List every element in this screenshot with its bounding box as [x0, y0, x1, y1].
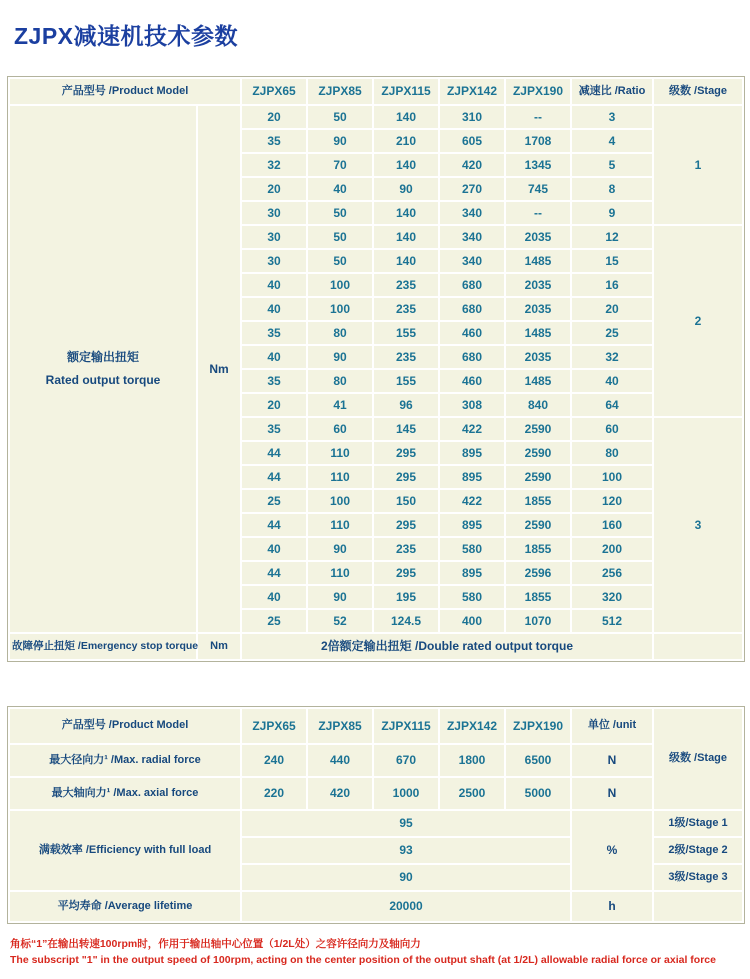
lifetime-row — [9, 891, 743, 922]
footnote — [10, 936, 742, 969]
efficiency-unit: % — [571, 810, 653, 891]
torque-value: 30 — [241, 225, 307, 249]
axial-force-value: 220 — [241, 777, 307, 810]
torque-value: 895 — [439, 441, 505, 465]
force-spec-table — [8, 707, 744, 923]
emergency-stop-value: 2倍额定输出扭矩 /Double rated output torque — [241, 633, 653, 660]
torque-value: 195 — [373, 585, 439, 609]
torque-value: -- — [505, 105, 571, 129]
torque-value: 745 — [505, 177, 571, 201]
header-model-zjpx115: ZJPX115 — [373, 78, 439, 105]
torque-value: 25 — [241, 609, 307, 633]
axial-force-label: 最大轴向力¹ /Max. axial force — [9, 777, 241, 810]
torque-value: 32 — [241, 153, 307, 177]
torque-value: 235 — [373, 297, 439, 321]
torque-value: 110 — [307, 513, 373, 537]
torque-value: 44 — [241, 465, 307, 489]
efficiency-row-stage1 — [9, 810, 743, 837]
axial-force-value: 1000 — [373, 777, 439, 810]
torque-value: 680 — [439, 297, 505, 321]
torque-value: 20 — [241, 105, 307, 129]
ratio-value: 15 — [571, 249, 653, 273]
emergency-stop-label: 故障停止扭矩 /Emergency stop torque — [9, 633, 197, 660]
axial-force-row — [9, 777, 743, 810]
emergency-stop-unit: Nm — [197, 633, 241, 660]
torque-value: 2596 — [505, 561, 571, 585]
torque-value: 295 — [373, 465, 439, 489]
torque-value: 340 — [439, 249, 505, 273]
torque-value: 50 — [307, 201, 373, 225]
torque-value: 40 — [241, 297, 307, 321]
torque-value: 1855 — [505, 537, 571, 561]
torque-value: 420 — [439, 153, 505, 177]
ratio-value: 5 — [571, 153, 653, 177]
torque-value: 60 — [307, 417, 373, 441]
ratio-value: 3 — [571, 105, 653, 129]
torque-value: 840 — [505, 393, 571, 417]
ratio-value: 8 — [571, 177, 653, 201]
radial-force-row — [9, 744, 743, 777]
torque-value: 235 — [373, 537, 439, 561]
torque-value: 155 — [373, 321, 439, 345]
header-model-zjpx85: ZJPX85 — [307, 78, 373, 105]
torque-value: 110 — [307, 561, 373, 585]
torque-value: 308 — [439, 393, 505, 417]
torque-value: 40 — [241, 537, 307, 561]
ratio-value: 120 — [571, 489, 653, 513]
torque-value: 140 — [373, 153, 439, 177]
torque-value: 44 — [241, 441, 307, 465]
torque-value: 340 — [439, 225, 505, 249]
torque-value: 124.5 — [373, 609, 439, 633]
radial-force-value: 6500 — [505, 744, 571, 777]
torque-value: 460 — [439, 321, 505, 345]
torque-table-body — [9, 105, 743, 633]
torque-value: -- — [505, 201, 571, 225]
torque-value: 50 — [307, 225, 373, 249]
lifetime-label: 平均寿命 /Average lifetime — [9, 891, 241, 922]
axial-force-unit: N — [571, 777, 653, 810]
ratio-value: 60 — [571, 417, 653, 441]
torque-value: 295 — [373, 561, 439, 585]
axial-force-value: 420 — [307, 777, 373, 810]
stage-group-value: 3 — [653, 417, 743, 633]
torque-value: 100 — [307, 273, 373, 297]
torque-value: 90 — [307, 537, 373, 561]
axial-force-value: 2500 — [439, 777, 505, 810]
torque-value: 25 — [241, 489, 307, 513]
torque-value: 80 — [307, 321, 373, 345]
torque-value: 2035 — [505, 345, 571, 369]
torque-value: 35 — [241, 369, 307, 393]
torque-value: 1070 — [505, 609, 571, 633]
torque-value: 1485 — [505, 321, 571, 345]
header-model-zjpx190: ZJPX190 — [505, 78, 571, 105]
torque-spec-table — [8, 77, 744, 661]
radial-force-value: 440 — [307, 744, 373, 777]
radial-force-unit: N — [571, 744, 653, 777]
ratio-value: 12 — [571, 225, 653, 249]
torque-value: 422 — [439, 417, 505, 441]
stage-group-value: 1 — [653, 105, 743, 225]
torque-value: 580 — [439, 537, 505, 561]
force-header-unit: 单位 /unit — [571, 708, 653, 744]
torque-value: 80 — [307, 369, 373, 393]
efficiency-stage3-label: 3级/Stage 3 — [653, 864, 743, 891]
radial-force-value: 670 — [373, 744, 439, 777]
torque-value: 295 — [373, 513, 439, 537]
ratio-value: 16 — [571, 273, 653, 297]
torque-value: 35 — [241, 321, 307, 345]
torque-value: 40 — [241, 585, 307, 609]
torque-value: 340 — [439, 201, 505, 225]
lifetime-unit: h — [571, 891, 653, 922]
torque-value: 145 — [373, 417, 439, 441]
torque-value: 90 — [373, 177, 439, 201]
torque-value: 44 — [241, 561, 307, 585]
emergency-stage-empty-cell — [653, 633, 743, 660]
torque-value: 35 — [241, 129, 307, 153]
efficiency-label: 满载效率 /Efficiency with full load — [9, 810, 241, 891]
torque-value: 1345 — [505, 153, 571, 177]
torque-value: 110 — [307, 465, 373, 489]
emergency-body — [9, 633, 743, 660]
torque-value: 30 — [241, 249, 307, 273]
lifetime-stage-empty-cell — [653, 891, 743, 922]
force-header-row — [9, 708, 743, 744]
ratio-value: 20 — [571, 297, 653, 321]
torque-value: 1855 — [505, 585, 571, 609]
torque-value: 155 — [373, 369, 439, 393]
axial-force-value: 5000 — [505, 777, 571, 810]
ratio-value: 64 — [571, 393, 653, 417]
header-model-zjpx65: ZJPX65 — [241, 78, 307, 105]
ratio-value: 200 — [571, 537, 653, 561]
force-header-zjpx115: ZJPX115 — [373, 708, 439, 744]
torque-value: 2035 — [505, 273, 571, 297]
torque-value: 100 — [307, 489, 373, 513]
emergency-row — [9, 633, 743, 660]
ratio-value: 100 — [571, 465, 653, 489]
torque-header-row — [9, 78, 743, 105]
torque-value: 140 — [373, 249, 439, 273]
torque-value: 1485 — [505, 369, 571, 393]
torque-value: 2590 — [505, 441, 571, 465]
torque-value: 140 — [373, 225, 439, 249]
torque-row — [9, 105, 743, 129]
torque-value: 580 — [439, 585, 505, 609]
torque-value: 50 — [307, 249, 373, 273]
torque-value: 1485 — [505, 249, 571, 273]
ratio-value: 512 — [571, 609, 653, 633]
torque-value: 40 — [241, 273, 307, 297]
torque-value: 1855 — [505, 489, 571, 513]
force-header-zjpx65: ZJPX65 — [241, 708, 307, 744]
rated-torque-label-en: Rated output torque — [45, 373, 161, 387]
torque-value: 2590 — [505, 417, 571, 441]
torque-value: 295 — [373, 441, 439, 465]
torque-value: 40 — [241, 345, 307, 369]
torque-value: 680 — [439, 273, 505, 297]
force-header-stage: 级数 /Stage — [653, 708, 743, 810]
torque-value: 310 — [439, 105, 505, 129]
torque-value: 2590 — [505, 465, 571, 489]
ratio-value: 160 — [571, 513, 653, 537]
efficiency-stage2-label: 2级/Stage 2 — [653, 837, 743, 864]
rated-torque-label-cn: 额定输出扭矩 — [66, 349, 139, 364]
footnote-cn: 角标“1”在输出转速100rpm时，作用于输出轴中心位置（1/2L处）之容许径向力及轴向力 — [10, 938, 421, 950]
force-table-body — [9, 708, 743, 922]
torque-value: 235 — [373, 345, 439, 369]
stage-group-value: 2 — [653, 225, 743, 417]
header-ratio: 减速比 /Ratio — [571, 78, 653, 105]
torque-value: 52 — [307, 609, 373, 633]
page-title: ZJPX减速机技术参数 — [14, 23, 239, 49]
torque-value: 100 — [307, 297, 373, 321]
radial-force-value: 240 — [241, 744, 307, 777]
lifetime-value: 20000 — [241, 891, 571, 922]
torque-value: 44 — [241, 513, 307, 537]
ratio-value: 320 — [571, 585, 653, 609]
rated-torque-unit: Nm — [197, 105, 241, 633]
force-header-zjpx142: ZJPX142 — [439, 708, 505, 744]
ratio-value: 256 — [571, 561, 653, 585]
ratio-value: 25 — [571, 321, 653, 345]
ratio-value: 40 — [571, 369, 653, 393]
ratio-value: 80 — [571, 441, 653, 465]
radial-force-label: 最大径向力¹ /Max. radial force — [9, 744, 241, 777]
torque-value: 210 — [373, 129, 439, 153]
ratio-value: 9 — [571, 201, 653, 225]
torque-value: 96 — [373, 393, 439, 417]
torque-value: 150 — [373, 489, 439, 513]
torque-value: 680 — [439, 345, 505, 369]
ratio-value: 32 — [571, 345, 653, 369]
force-header-product-model: 产品型号 /Product Model — [9, 708, 241, 744]
torque-value: 895 — [439, 561, 505, 585]
torque-value: 605 — [439, 129, 505, 153]
torque-value: 400 — [439, 609, 505, 633]
torque-value: 422 — [439, 489, 505, 513]
torque-value: 20 — [241, 393, 307, 417]
torque-value: 140 — [373, 201, 439, 225]
torque-value: 2035 — [505, 297, 571, 321]
torque-value: 20 — [241, 177, 307, 201]
torque-value: 895 — [439, 513, 505, 537]
torque-value: 140 — [373, 105, 439, 129]
torque-value: 270 — [439, 177, 505, 201]
torque-value: 30 — [241, 201, 307, 225]
torque-value: 41 — [307, 393, 373, 417]
rated-torque-label — [9, 105, 197, 633]
torque-value: 460 — [439, 369, 505, 393]
efficiency-stage1-label: 1级/Stage 1 — [653, 810, 743, 837]
force-header-zjpx190: ZJPX190 — [505, 708, 571, 744]
efficiency-value-stage3: 90 — [241, 864, 571, 891]
torque-value: 110 — [307, 441, 373, 465]
radial-force-value: 1800 — [439, 744, 505, 777]
torque-value: 2035 — [505, 225, 571, 249]
torque-value: 895 — [439, 465, 505, 489]
torque-value: 1708 — [505, 129, 571, 153]
ratio-value: 4 — [571, 129, 653, 153]
header-product-model: 产品型号 /Product Model — [9, 78, 241, 105]
torque-value: 235 — [373, 273, 439, 297]
header-model-zjpx142: ZJPX142 — [439, 78, 505, 105]
footnote-en: The subscript "1" in the output speed of 100rpm, acting on the center position of the output shaft (at 1/2L) allowable radial force or axial force — [10, 954, 716, 967]
torque-value: 50 — [307, 105, 373, 129]
force-header-zjpx85: ZJPX85 — [307, 708, 373, 744]
torque-value: 40 — [307, 177, 373, 201]
torque-value: 70 — [307, 153, 373, 177]
efficiency-value-stage2: 93 — [241, 837, 571, 864]
torque-value: 90 — [307, 585, 373, 609]
efficiency-value-stage1: 95 — [241, 810, 571, 837]
torque-value: 2590 — [505, 513, 571, 537]
torque-value: 90 — [307, 129, 373, 153]
torque-value: 35 — [241, 417, 307, 441]
torque-value: 90 — [307, 345, 373, 369]
header-stage: 级数 /Stage — [653, 78, 743, 105]
